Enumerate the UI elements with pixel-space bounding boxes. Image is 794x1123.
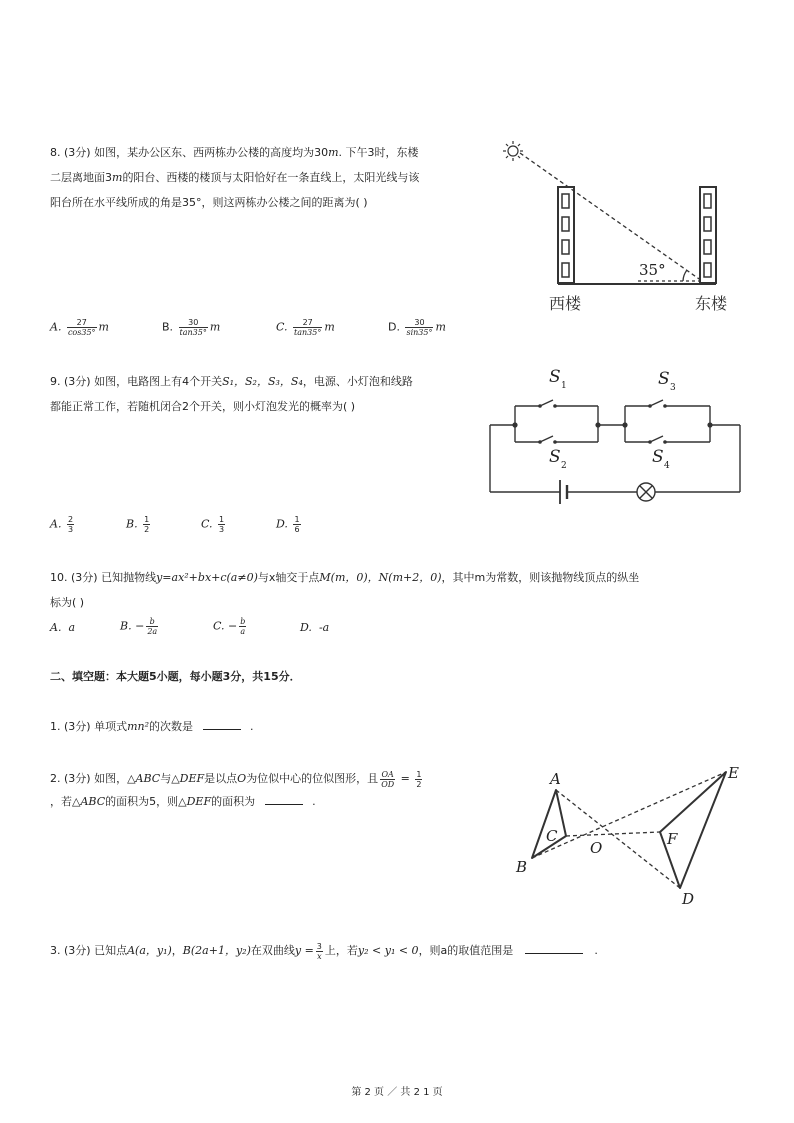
q9-circuit-diagram xyxy=(485,362,745,512)
q8-option-a[interactable]: A. $\frac{27}{\cos 35^\circ}$ m xyxy=(50,318,109,337)
window xyxy=(704,240,711,254)
q9-option-a[interactable]: A. $\frac{2}{3}$ xyxy=(50,515,74,534)
svg-text:2: 2 xyxy=(561,461,567,471)
window xyxy=(562,240,569,254)
question-number: 10. (3分) xyxy=(50,571,98,584)
q10-option-c[interactable]: C. − $\frac{b}{a}$ xyxy=(213,617,246,636)
window xyxy=(704,263,711,277)
sun-icon xyxy=(503,141,523,161)
west-building xyxy=(558,187,574,283)
question-number: 9. (3分) xyxy=(50,375,91,388)
window xyxy=(704,194,711,208)
q10-option-b[interactable]: B. − $\frac{b}{2a}$ xyxy=(120,617,158,636)
point-d-label: D xyxy=(682,890,695,908)
q8-option-d[interactable]: D. $\frac{30}{\sin 35^\circ}$ m xyxy=(388,318,446,337)
q10-option-d[interactable]: D. -a xyxy=(300,621,330,634)
switch-s3-blade xyxy=(650,400,663,406)
east-building xyxy=(700,187,716,283)
q10-text xyxy=(50,565,750,615)
question-number: 8. (3分) xyxy=(50,146,91,159)
triangle-abc xyxy=(532,790,566,858)
q9-line2: 都能正常工作，若随机闭合2个开关，则小灯泡发光的概率为( ) xyxy=(50,400,356,413)
q9-line1: 9. (3分) 如图，电路图上有4个开关S₁，S₂，S₃，S₄，电源、小灯泡和线路 xyxy=(50,375,413,388)
q8-option-c[interactable]: C. $\frac{27}{\tan 35^\circ}$ m xyxy=(276,318,335,337)
q9-option-d[interactable]: D. $\frac{1}{6}$ xyxy=(276,515,300,534)
svg-text:4: 4 xyxy=(664,461,670,471)
fill-2-line2: ，若△ABC的面积为5，则△DEF的面积为 . xyxy=(50,795,316,808)
fill-2-text xyxy=(50,766,510,814)
point-o-label: O xyxy=(590,839,603,857)
window xyxy=(562,263,569,277)
switch-s1-label: S xyxy=(549,367,561,387)
section-heading-fill-in: 二、填空题：本大题5小题，每小题3分，共15分． xyxy=(50,670,301,683)
sun-ray-line xyxy=(520,153,702,281)
angle-label: 35° xyxy=(639,261,666,279)
point-e-label: E xyxy=(728,764,739,782)
switch-s3-label: S xyxy=(658,369,670,389)
answer-blank[interactable] xyxy=(265,794,303,805)
switch-s2-label: S xyxy=(549,447,561,467)
q10-line1: 10. (3分) 已知抛物线y=ax²+bx+c(a≠0)与x轴交于点M(m，0)，N(m+2，0)，其中m为常数，则该抛物线顶点的纵坐 xyxy=(50,571,640,584)
answer-blank[interactable] xyxy=(525,943,583,954)
fill-3-text: 3. (3分) 已知点A(a，y₁)，B(2a+1，y₂)在双曲线y = $\frac{3}{x}$ 上，若y₂ < y₁ < 0，则a的取值范围是 . xyxy=(50,941,598,961)
q8-line3: 阳台所在水平线所成的角是35°，则这两栋办公楼之间的距离为( ) xyxy=(50,196,368,209)
q8-figure-buildings xyxy=(495,135,755,320)
angle-arc xyxy=(683,270,687,281)
point-a-label: A xyxy=(550,770,561,788)
q8-line2: 二层离地面3m的阳台、西楼的楼顶与太阳恰好在一条直线上，太阳光线与该 xyxy=(50,171,420,184)
switch-s4-label: S xyxy=(652,447,664,467)
east-building-label: 东楼 xyxy=(695,294,728,313)
q8-line1: 8. (3分) 如图，某办公区东、西两栋办公楼的高度均为30m. 下午3时，东楼 xyxy=(50,146,419,159)
q9-option-c[interactable]: C. $\frac{1}{3}$ xyxy=(201,515,225,534)
q9-text xyxy=(50,369,490,419)
window xyxy=(562,217,569,231)
q8-text xyxy=(50,140,500,215)
point-b-label: B xyxy=(516,858,528,876)
question-number: 3. (3分) xyxy=(50,944,91,957)
switch-s2-blade xyxy=(540,436,553,442)
q9-option-b[interactable]: B. $\frac{1}{2}$ xyxy=(126,515,150,534)
switch-s4-blade xyxy=(650,436,663,442)
question-number: 1. (3分) xyxy=(50,720,91,733)
page-footer: 第 2 页 ／ 共 2 1 页 xyxy=(351,1087,443,1098)
point-c-label: C xyxy=(546,827,558,845)
fill-2-line1: 2. (3分) 如图，△ABC与△DEF是以点O为位似中心的位似图形，且 $\frac{OA}{OD}$ = $\frac{1}{2}$ xyxy=(50,769,422,789)
q10-option-a[interactable]: A. a xyxy=(50,621,76,634)
svg-text:3: 3 xyxy=(670,383,676,393)
q10-line2: 标为( ) xyxy=(50,596,85,609)
window xyxy=(562,194,569,208)
question-number: 2. (3分) xyxy=(50,772,91,785)
answer-blank[interactable] xyxy=(203,719,241,730)
fill-2-homothety-figure xyxy=(510,760,750,910)
west-building-label: 西楼 xyxy=(549,294,582,313)
point-f-label: F xyxy=(667,830,678,848)
line-ad xyxy=(556,790,680,888)
q8-option-b[interactable]: B. $\frac{30}{\tan 35^\circ}$ m xyxy=(162,318,221,337)
fill-1-text: 1. (3分) 单项式mn²的次数是 . xyxy=(50,720,254,733)
switch-s1-blade xyxy=(540,400,553,406)
window xyxy=(704,217,711,231)
svg-text:1: 1 xyxy=(561,381,567,391)
